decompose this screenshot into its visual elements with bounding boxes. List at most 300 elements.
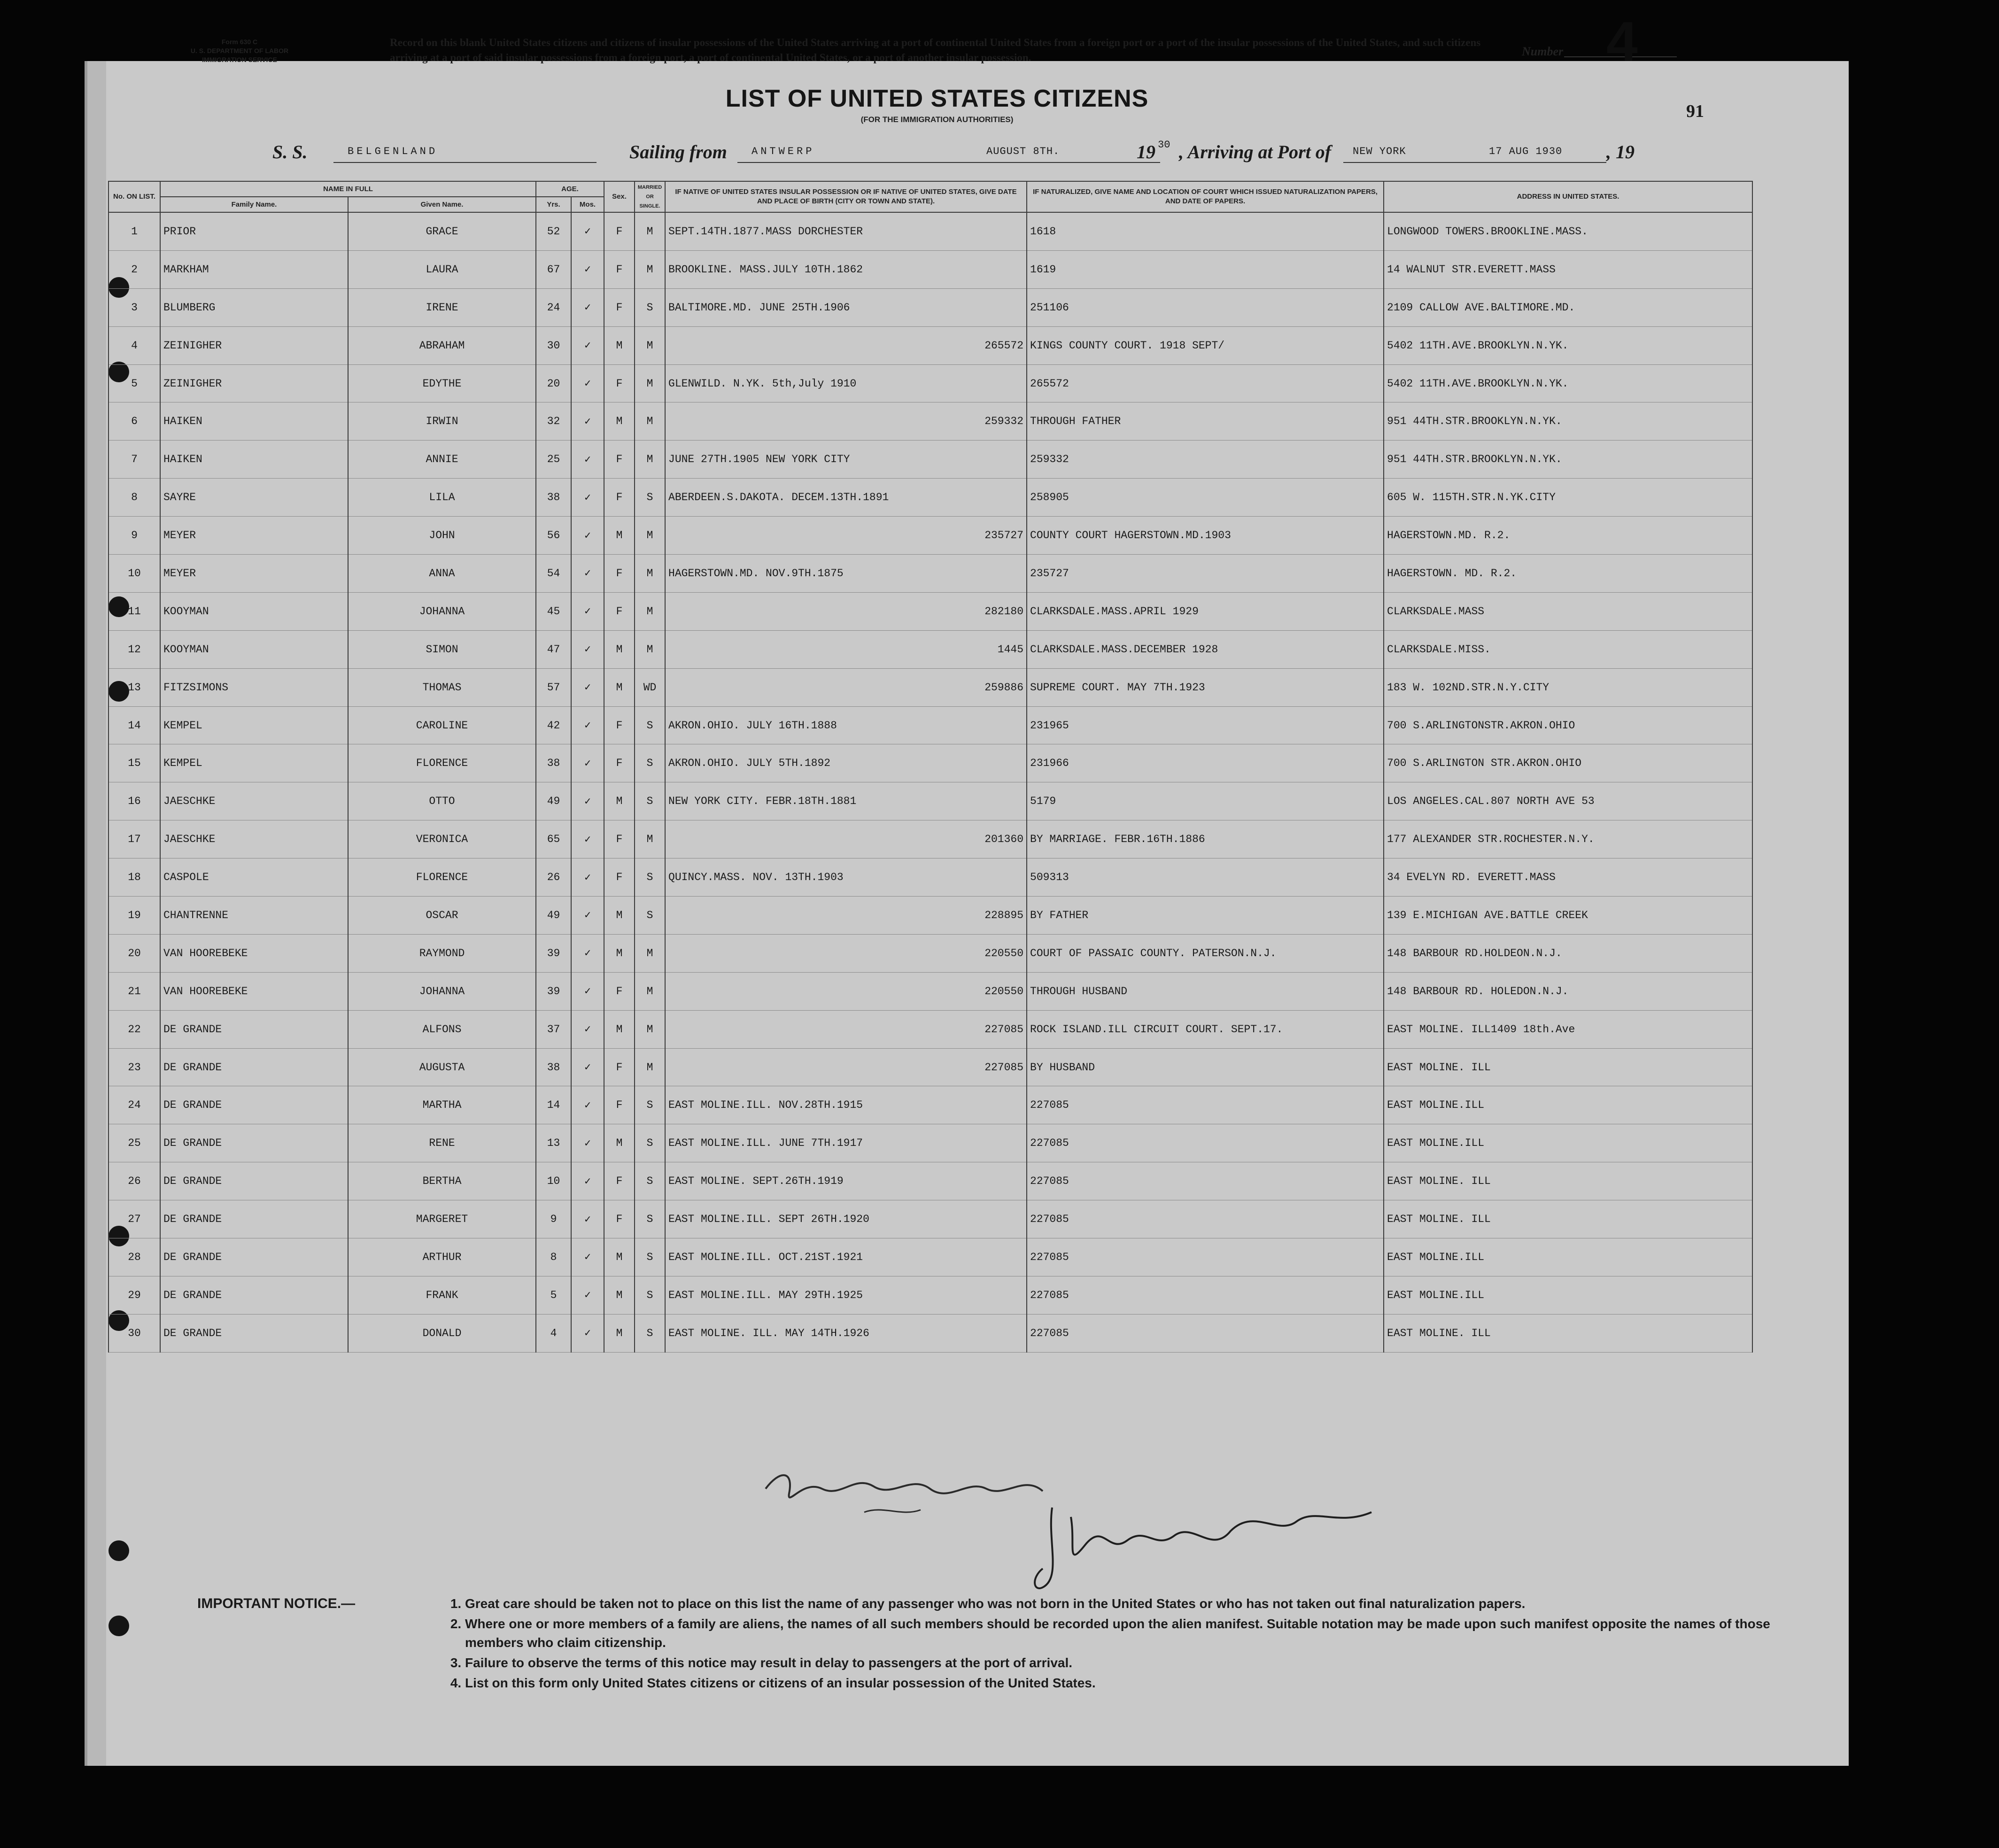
year-suffix: 30 [1158,139,1170,151]
family-name: HAIKEN [160,441,348,479]
row-number: 29 [108,1276,160,1314]
family-name: MEYER [160,555,348,593]
row-number: 21 [108,972,160,1010]
age-years: 30 [536,326,571,364]
page-subtitle: (FOR THE IMMIGRATION AUTHORITIES) [860,115,1014,124]
col-yrs: Yrs. [536,197,571,212]
age-months: ✓ [571,972,604,1010]
table-row [108,782,1752,820]
table-row [108,326,1752,364]
family-name: ZEINIGHER [160,364,348,402]
age-years: 37 [536,1010,571,1048]
table-row [108,250,1752,288]
age-years: 47 [536,630,571,668]
sex: F [604,1086,635,1124]
port-to: NEW YORK [1353,146,1406,157]
given-name: EDYTHE [348,364,536,402]
table-row [108,972,1752,1010]
sex: F [604,479,635,517]
sex: F [604,250,635,288]
address: EAST MOLINE. ILL [1384,1200,1752,1238]
row-number: 9 [108,517,160,555]
age-months: ✓ [571,630,604,668]
naturalization-info: BY FATHER [1027,897,1384,935]
age-years: 24 [536,288,571,326]
family-name: DE GRANDE [160,1124,348,1162]
family-name: BLUMBERG [160,288,348,326]
address: LONGWOOD TOWERS.BROOKLINE.MASS. [1384,212,1752,250]
row-number: 15 [108,744,160,782]
table-row [108,1314,1752,1352]
family-name: KOOYMAN [160,592,348,630]
age-years: 13 [536,1124,571,1162]
marital-status: M [635,1010,665,1048]
port-to-underline [1343,162,1606,163]
naturalization-info: 251106 [1027,288,1384,326]
sex: F [604,1200,635,1238]
sex: M [604,934,635,972]
naturalization-info: SUPREME COURT. MAY 7TH.1923 [1027,668,1384,706]
notice-item: 3. Failure to observe the terms of this notice may result in delay to passengers at the port of arrival. [465,1654,1804,1672]
naturalization-info: 227085 [1027,1124,1384,1162]
row-number: 22 [108,1010,160,1048]
family-name: DE GRANDE [160,1010,348,1048]
birth-info: 227085 [665,1010,1027,1048]
notice-heading: IMPORTANT NOTICE.— [197,1596,356,1611]
row-number: 24 [108,1086,160,1124]
punch-hole [108,1616,129,1636]
row-number: 7 [108,441,160,479]
age-years: 38 [536,479,571,517]
given-name: ANNIE [348,441,536,479]
family-name: DE GRANDE [160,1238,348,1276]
marital-status: S [635,1124,665,1162]
sex: F [604,441,635,479]
sex: F [604,1048,635,1086]
address: EAST MOLINE. ILL [1384,1162,1752,1200]
family-name: KEMPEL [160,744,348,782]
marital-status: M [635,630,665,668]
naturalization-info: 509313 [1027,858,1384,897]
age-months: ✓ [571,326,604,364]
naturalization-info: CLARKSDALE.MASS.APRIL 1929 [1027,592,1384,630]
age-years: 14 [536,1086,571,1124]
age-years: 39 [536,972,571,1010]
marital-status: M [635,934,665,972]
row-number: 30 [108,1314,160,1352]
row-number: 20 [108,934,160,972]
row-number: 8 [108,479,160,517]
given-name: ABRAHAM [348,326,536,364]
row-number: 11 [108,592,160,630]
given-name: OTTO [348,782,536,820]
birth-info: EAST MOLINE.ILL. JUNE 7TH.1917 [665,1124,1027,1162]
sex: M [604,897,635,935]
sex: F [604,212,635,250]
marital-status: S [635,1276,665,1314]
age-months: ✓ [571,250,604,288]
address: EAST MOLINE. ILL [1384,1048,1752,1086]
port-from: ANTWERP [752,146,815,157]
address: HAGERSTOWN. MD. R.2. [1384,555,1752,593]
birth-info: BALTIMORE.MD. JUNE 25TH.1906 [665,288,1027,326]
official-signature [1033,1498,1390,1592]
sailing-line [197,141,1771,169]
table-row [108,1086,1752,1124]
marital-status: S [635,479,665,517]
table-row [108,592,1752,630]
age-years: 5 [536,1276,571,1314]
sex: M [604,1314,635,1352]
age-years: 20 [536,364,571,402]
row-number: 26 [108,1162,160,1200]
age-years: 10 [536,1162,571,1200]
age-months: ✓ [571,212,604,250]
naturalization-info: THROUGH HUSBAND [1027,972,1384,1010]
given-name: DONALD [348,1314,536,1352]
given-name: FLORENCE [348,858,536,897]
birth-info: 235727 [665,517,1027,555]
family-name: KOOYMAN [160,630,348,668]
birth-info: ABERDEEN.S.DAKOTA. DECEM.13TH.1891 [665,479,1027,517]
birth-info: HAGERSTOWN.MD. NOV.9TH.1875 [665,555,1027,593]
age-months: ✓ [571,517,604,555]
birth-info: QUINCY.MASS. NOV. 13TH.1903 [665,858,1027,897]
table-row [108,1238,1752,1276]
given-name: JOHN [348,517,536,555]
table-row [108,744,1752,782]
address: 148 BARBOUR RD.HOLDEON.N.J. [1384,934,1752,972]
passenger-table [108,181,1753,1353]
address: 177 ALEXANDER STR.ROCHESTER.N.Y. [1384,820,1752,858]
birth-info: 265572 [665,326,1027,364]
age-months: ✓ [571,706,604,744]
given-name: LAURA [348,250,536,288]
row-number: 25 [108,1124,160,1162]
age-months: ✓ [571,1276,604,1314]
family-name: VAN HOOREBEKE [160,934,348,972]
family-name: DE GRANDE [160,1200,348,1238]
sex: F [604,1162,635,1200]
service-name: IMMIGRATION SERVICE [202,56,277,63]
table-row [108,1200,1752,1238]
col-address: ADDRESS IN UNITED STATES. [1384,181,1752,212]
punch-hole [108,1540,129,1561]
naturalization-info: 235727 [1027,555,1384,593]
birth-info: 259332 [665,402,1027,441]
age-months: ✓ [571,364,604,402]
naturalization-info: BY MARRIAGE. FEBR.16TH.1886 [1027,820,1384,858]
birth-info: EAST MOLINE.ILL. MAY 29TH.1925 [665,1276,1027,1314]
family-name: CASPOLE [160,858,348,897]
family-name: PRIOR [160,212,348,250]
given-name: GRACE [348,212,536,250]
address: 5402 11TH.AVE.BROOKLYN.N.YK. [1384,326,1752,364]
address: EAST MOLINE.ILL [1384,1276,1752,1314]
naturalization-info: 5179 [1027,782,1384,820]
given-name: ARTHUR [348,1238,536,1276]
address: 951 44TH.STR.BROOKLYN.N.YK. [1384,402,1752,441]
table-row [108,706,1752,744]
age-months: ✓ [571,402,604,441]
given-name: FLORENCE [348,744,536,782]
marital-status: M [635,402,665,441]
given-name: LILA [348,479,536,517]
age-months: ✓ [571,441,604,479]
naturalization-info: 227085 [1027,1162,1384,1200]
given-name: IRENE [348,288,536,326]
marital-status: M [635,441,665,479]
birth-info: EAST MOLINE. SEPT.26TH.1919 [665,1162,1027,1200]
col-naturalized: IF NATURALIZED, GIVE NAME AND LOCATION OF COURT WHICH ISSUED NATURALIZATION PAPERS, AND DATE OF PAPERS. [1027,181,1384,212]
table-row [108,288,1752,326]
given-name: AUGUSTA [348,1048,536,1086]
address: 700 S.ARLINGTONSTR.AKRON.OHIO [1384,706,1752,744]
notice-list [446,1594,1804,1694]
passenger-rows [108,212,1752,1352]
marital-status: M [635,212,665,250]
given-name: RENE [348,1124,536,1162]
table-row [108,441,1752,479]
table-row [108,517,1752,555]
age-months: ✓ [571,555,604,593]
marital-status: S [635,744,665,782]
table-row [108,897,1752,935]
notice-item: 4. List on this form only United States citizens or citizens of an insular possession of the United States. [465,1674,1804,1693]
address: 2109 CALLOW AVE.BALTIMORE.MD. [1384,288,1752,326]
age-months: ✓ [571,744,604,782]
sex: F [604,972,635,1010]
age-years: 9 [536,1200,571,1238]
age-months: ✓ [571,592,604,630]
table-row [108,820,1752,858]
ship-name: BELGENLAND [348,146,438,157]
marital-status: M [635,517,665,555]
naturalization-info: ROCK ISLAND.ILL CIRCUIT COURT. SEPT.17. [1027,1010,1384,1048]
birth-info: NEW YORK CITY. FEBR.18TH.1881 [665,782,1027,820]
list-number: 4 [1606,10,1638,73]
marital-status: S [635,706,665,744]
row-number: 13 [108,668,160,706]
given-name: SIMON [348,630,536,668]
age-years: 8 [536,1238,571,1276]
given-name: JOHANNA [348,592,536,630]
naturalization-info: BY HUSBAND [1027,1048,1384,1086]
family-name: FITZSIMONS [160,668,348,706]
table-row [108,212,1752,250]
table-row [108,668,1752,706]
row-number: 27 [108,1200,160,1238]
age-years: 57 [536,668,571,706]
address: 183 W. 102ND.STR.N.Y.CITY [1384,668,1752,706]
age-years: 52 [536,212,571,250]
sex: F [604,858,635,897]
age-months: ✓ [571,1238,604,1276]
row-number: 5 [108,364,160,402]
address: EAST MOLINE.ILL [1384,1238,1752,1276]
age-years: 56 [536,517,571,555]
given-name: ANNA [348,555,536,593]
birth-info: 201360 [665,820,1027,858]
table-row [108,934,1752,972]
birth-info: BROOKLINE. MASS.JULY 10TH.1862 [665,250,1027,288]
age-months: ✓ [571,820,604,858]
age-years: 38 [536,1048,571,1086]
notice-item: 1. Great care should be taken not to place on this list the name of any passenger who was not born in the United States or who has not taken out final naturalization papers. [465,1594,1804,1613]
naturalization-info: KINGS COUNTY COURT. 1918 SEPT/ [1027,326,1384,364]
naturalization-info: COUNTY COURT HAGERSTOWN.MD.1903 [1027,517,1384,555]
address: 34 EVELYN RD. EVERETT.MASS [1384,858,1752,897]
naturalization-info: 227085 [1027,1314,1384,1352]
table-row [108,555,1752,593]
age-months: ✓ [571,1200,604,1238]
col-age: AGE. [536,181,604,197]
sex: M [604,1238,635,1276]
naturalization-info: 1618 [1027,212,1384,250]
address: HAGERSTOWN.MD. R.2. [1384,517,1752,555]
marital-status: M [635,1048,665,1086]
year-suffix-2: , 19 [1606,141,1635,162]
birth-info: AKRON.OHIO. JULY 5TH.1892 [665,744,1027,782]
age-years: 25 [536,441,571,479]
marital-status: M [635,250,665,288]
row-number: 18 [108,858,160,897]
age-months: ✓ [571,1162,604,1200]
age-months: ✓ [571,1086,604,1124]
age-months: ✓ [571,934,604,972]
age-years: 67 [536,250,571,288]
sex: M [604,402,635,441]
naturalization-info: COURT OF PASSAIC COUNTY. PATERSON.N.J. [1027,934,1384,972]
birth-info: 220550 [665,972,1027,1010]
row-number: 3 [108,288,160,326]
sex: M [604,630,635,668]
marital-status: M [635,592,665,630]
age-years: 45 [536,592,571,630]
given-name: FRANK [348,1276,536,1314]
birth-info: 228895 [665,897,1027,935]
family-name: JAESCHKE [160,820,348,858]
family-name: MEYER [160,517,348,555]
row-number: 1 [108,212,160,250]
col-sex: Sex. [604,181,635,212]
family-name: SAYRE [160,479,348,517]
col-no: No. ON LIST. [108,181,160,212]
naturalization-info: 227085 [1027,1238,1384,1276]
port-from-underline [737,162,1160,163]
col-family-name: Family Name. [160,197,348,212]
row-number: 14 [108,706,160,744]
sex: F [604,744,635,782]
age-months: ✓ [571,1124,604,1162]
row-number: 28 [108,1238,160,1276]
address: EAST MOLINE. ILL1409 18th.Ave [1384,1010,1752,1048]
family-name: VAN HOOREBEKE [160,972,348,1010]
naturalization-info: 231965 [1027,706,1384,744]
age-years: 49 [536,897,571,935]
table-row [108,364,1752,402]
col-native: IF NATIVE OF UNITED STATES INSULAR POSSESSION OR IF NATIVE OF UNITED STATES, GIVE DATE AND PLACE OF BIRTH (CITY OR TOWN AND STATE). [665,181,1027,212]
given-name: BERTHA [348,1162,536,1200]
marital-status: M [635,972,665,1010]
row-number: 17 [108,820,160,858]
naturalization-info: 258905 [1027,479,1384,517]
table-row [108,1048,1752,1086]
given-name: MARTHA [348,1086,536,1124]
naturalization-info: THROUGH FATHER [1027,402,1384,441]
naturalization-info: 227085 [1027,1276,1384,1314]
given-name: IRWIN [348,402,536,441]
table-row [108,630,1752,668]
given-name: RAYMOND [348,934,536,972]
table-row [108,479,1752,517]
sailing-date: AUGUST 8TH. [986,146,1060,157]
address: 700 S.ARLINGTON STR.AKRON.OHIO [1384,744,1752,782]
birth-info: 227085 [665,1048,1027,1086]
marital-status: S [635,1086,665,1124]
col-given-name: Given Name. [348,197,536,212]
table-row [108,858,1752,897]
family-name: DE GRANDE [160,1314,348,1352]
col-mos: Mos. [571,197,604,212]
family-name: CHANTRENNE [160,897,348,935]
given-name: THOMAS [348,668,536,706]
sex: F [604,555,635,593]
birth-info: JUNE 27TH.1905 NEW YORK CITY [665,441,1027,479]
address: CLARKSDALE.MASS [1384,592,1752,630]
address: LOS ANGELES.CAL.807 NORTH AVE 53 [1384,782,1752,820]
row-number: 4 [108,326,160,364]
sex: F [604,364,635,402]
table-row [108,1276,1752,1314]
sex: M [604,1010,635,1048]
birth-info: SEPT.14TH.1877.MASS DORCHESTER [665,212,1027,250]
sex: M [604,517,635,555]
family-name: HAIKEN [160,402,348,441]
marital-status: M [635,555,665,593]
birth-info: 282180 [665,592,1027,630]
marital-status: S [635,1238,665,1276]
age-years: 42 [536,706,571,744]
age-months: ✓ [571,668,604,706]
age-months: ✓ [571,858,604,897]
age-years: 26 [536,858,571,897]
form-identifier [155,38,324,64]
naturalization-info: CLARKSDALE.MASS.DECEMBER 1928 [1027,630,1384,668]
naturalization-info: 265572 [1027,364,1384,402]
birth-info: 220550 [665,934,1027,972]
address: EAST MOLINE. ILL [1384,1314,1752,1352]
marital-status: S [635,1200,665,1238]
address: 605 W. 115TH.STR.N.YK.CITY [1384,479,1752,517]
address: CLARKSDALE.MISS. [1384,630,1752,668]
address: 139 E.MICHIGAN AVE.BATTLE CREEK [1384,897,1752,935]
address: EAST MOLINE.ILL [1384,1124,1752,1162]
age-months: ✓ [571,897,604,935]
marital-status: M [635,364,665,402]
marital-status: S [635,288,665,326]
given-name: JOHANNA [348,972,536,1010]
birth-info: 1445 [665,630,1027,668]
family-name: KEMPEL [160,706,348,744]
birth-info: 259886 [665,668,1027,706]
sex: M [604,668,635,706]
family-name: JAESCHKE [160,782,348,820]
row-number: 6 [108,402,160,441]
sex: M [604,782,635,820]
marital-status: M [635,820,665,858]
table-row [108,402,1752,441]
